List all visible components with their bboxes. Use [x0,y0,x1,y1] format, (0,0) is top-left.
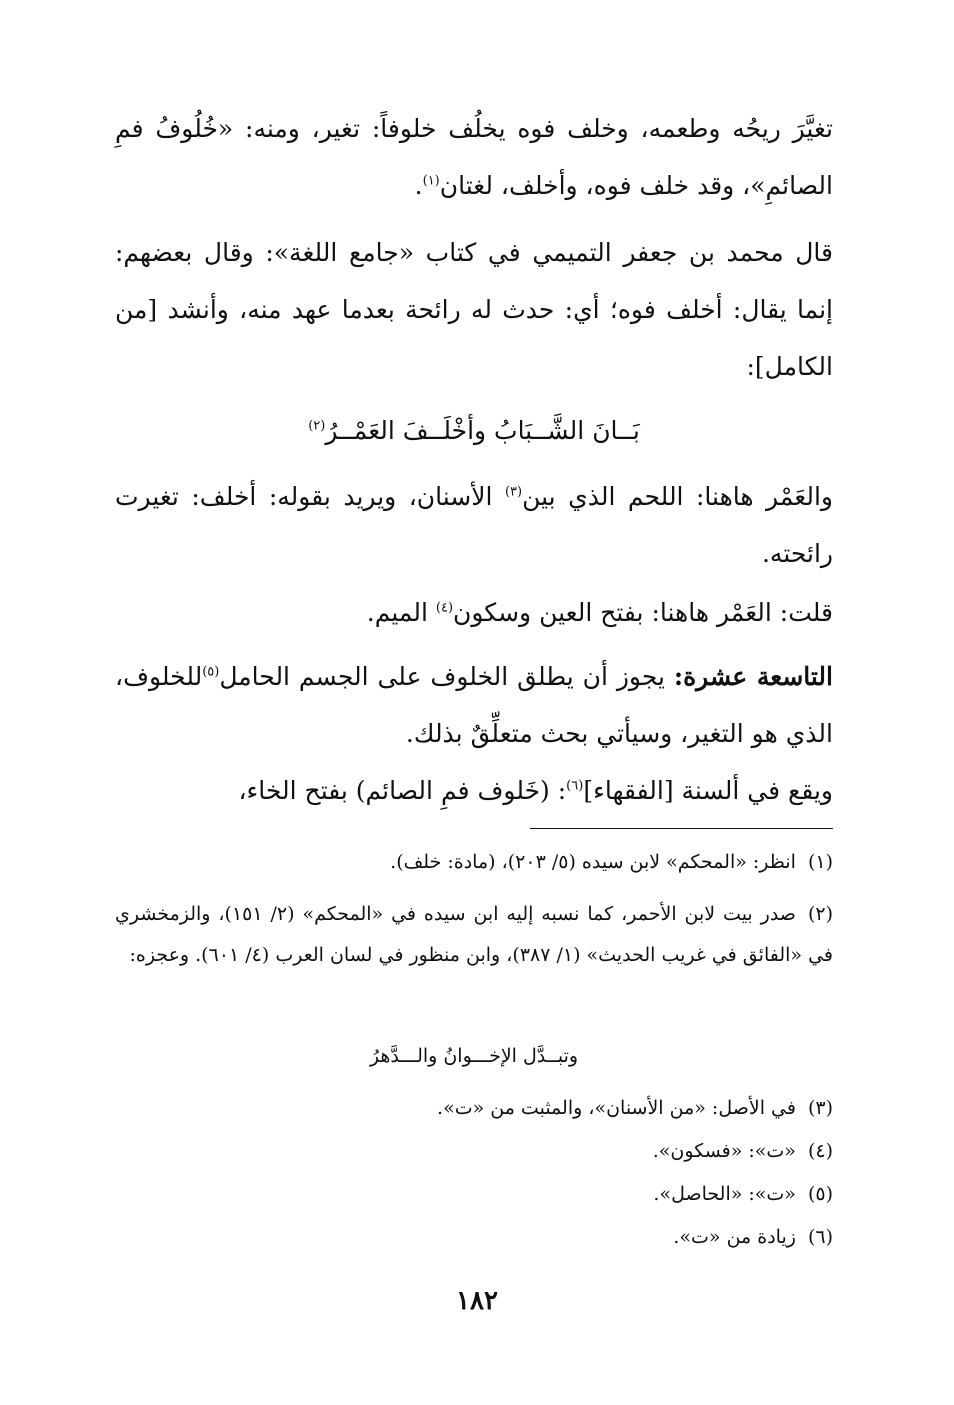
footnote-2 [115,894,833,976]
footnote-text: انظر: «المحكم» لابن سيده (٥/ ٢٠٣)، (مادة: خلف). [390,851,796,873]
footnote-number: (٢) [807,903,833,925]
footnote-number: (١) [807,851,833,873]
footnote-4 [115,1131,833,1172]
paragraph-6-text-b: : (خَلوف فمِ الصائم) بفتح الخاء، [238,776,567,805]
footnote-verse: وتبــدَّل الإخـــوانُ والـــدَّهرُ [369,1045,579,1067]
footnote-3 [115,1088,833,1129]
paragraph-4 [115,584,833,641]
verse-text: بَــانَ الشَّــبَابُ وأخْلَــفَ العَمْــرُ [325,416,640,445]
paragraph-6 [115,762,833,819]
footnote-6 [115,1217,833,1258]
paragraph-1 [115,100,833,214]
footnote-text: «ت»: «الحاصل». [653,1183,796,1205]
footnote-ref-4[interactable]: (٤) [435,600,454,616]
paragraph-5-text-b: للخلوف، الذي هو التغير، وسيأتي بحث متعلِّقٌ بذلك. [115,662,833,748]
paragraph-6-text-a: ويقع في ألسنة [الفقهاء] [583,776,833,805]
paragraph-5 [115,648,833,762]
footnote-ref-6[interactable]: (٦) [566,778,584,794]
paragraph-5-text-a: يجوز أن يطلق الخلوف على الجسم الحامل [219,662,665,691]
footnote-text: «ت»: «فسكون». [652,1140,796,1162]
paragraph-4-text-b: الميم. [366,598,428,627]
footnote-ref-1[interactable]: (١) [422,173,440,189]
footnote-number: (٥) [807,1183,833,1205]
footnote-text: صدر بيت لابن الأحمر، كما نسبه إليه ابن سيده في «المحكم» (٢/ ١٥١)، والزمخشري في «الفائق في غريب الحديث» (١/ ٣٨٧)، وابن منظور في لسان العرب (٤/ ٦٠١). وعجزه: [115,903,833,966]
footnote-text: زيادة من «ت». [673,1226,796,1248]
paragraph-3-text-a: والعَمْر هاهنا: اللحم الذي بين [522,482,834,511]
footnote-5 [115,1174,833,1215]
paragraph-4-text-a: قلت: العَمْر هاهنا: بفتح العين وسكون [453,598,833,627]
footnote-number: (٤) [807,1140,833,1162]
footnote-ref-5[interactable]: (٥) [202,664,220,680]
footnote-number: (٣) [807,1097,833,1119]
footnote-separator [530,828,833,829]
section-heading-inline: التاسعة عشرة: [673,662,833,691]
footnote-ref-2[interactable]: (٢) [308,418,326,434]
paragraph-3 [115,468,833,582]
page-number: ١٨٢ [456,1286,498,1316]
paragraph-1-text: تغيَّرَ ريحُه وطعمه، وخلف فوه يخلُف خلوفاً: تغير، ومنه: «خُلُوفُ فمِ الصائمِ»، وقد خلف فوه، وأخلف، لغتان [115,114,833,200]
poetry-verse [115,402,833,459]
footnote-ref-3[interactable]: (٣) [504,484,523,500]
paragraph-3-text-b: الأسنان، ويريد بقوله: أخلف: تغيرت رائحته. [115,482,833,568]
footnote-number: (٦) [807,1226,833,1248]
paragraph-1-end: . [414,171,423,200]
paragraph-2: قال محمد بن جعفر التميمي في كتاب «جامع اللغة»: وقال بعضهم: إنما يقال: أخلف فوه؛ أي: حدث له رائحة بعدما عهد منه، وأنشد [من الكامل]: [115,238,833,381]
footnote-1 [115,842,833,883]
footnote-text: في الأصل: «من الأسنان»، والمثبت من «ت». [437,1097,796,1119]
